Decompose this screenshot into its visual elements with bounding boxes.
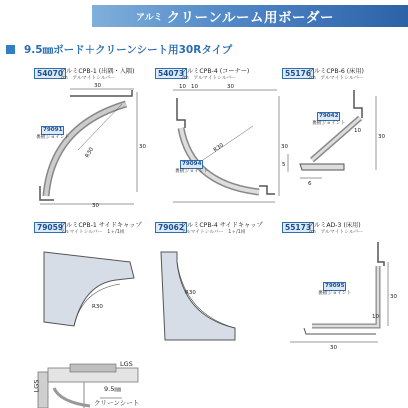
- lgs-label-top: LGS: [120, 360, 133, 368]
- joint-tag: [318, 282, 351, 297]
- product-spec: 2m アルマイトシルバー: [308, 230, 363, 235]
- header-prefix: アルミ: [136, 12, 163, 23]
- dim-label: R30: [185, 290, 196, 296]
- dim-label: 30: [378, 134, 385, 140]
- product-54070: [34, 68, 154, 208]
- product-54073: [155, 68, 288, 208]
- dim-label: 30: [330, 345, 337, 351]
- product-79062-drawing: [155, 222, 280, 352]
- dim-label: 30: [390, 294, 397, 300]
- product-name: アルミAD-3 (床用): [308, 222, 361, 229]
- joint-code: 79095: [325, 283, 345, 289]
- dim-label: 6: [308, 181, 312, 187]
- dim-label: 30: [281, 144, 288, 150]
- dim-label: 30: [94, 83, 101, 89]
- product-spec: アルマイトシルバー 1ヶ/1組: [60, 230, 125, 235]
- product-name: アルミCPB-1 サイドキャップ: [60, 222, 142, 229]
- joint-label: 裏板ジョイント: [36, 135, 70, 140]
- lgs-label-side: LGS: [32, 379, 41, 393]
- product-spec: 2m アルマイトシルバー: [308, 76, 363, 81]
- joint-tag: [312, 112, 345, 127]
- product-79059: [34, 222, 154, 352]
- dim-label: 10: [372, 314, 379, 320]
- product-79059-drawing: [34, 222, 154, 352]
- dim-label: 10: [191, 84, 198, 90]
- product-55173: [282, 222, 406, 352]
- joint-tag: [36, 126, 69, 141]
- product-79062: [155, 222, 280, 352]
- dim-label: 5: [282, 162, 286, 168]
- joint-tag: [175, 160, 208, 175]
- product-code: 54073: [155, 68, 187, 79]
- section-heading: [6, 42, 232, 57]
- product-name: アルミCPB-4 サイドキャップ: [181, 222, 263, 229]
- header-title: クリーンルーム用ボーダー: [166, 10, 335, 26]
- joint-label: 裏板ジョイント: [312, 121, 346, 126]
- product-54073-drawing: [155, 68, 288, 208]
- joint-code: 79091: [43, 127, 63, 133]
- sheet-label: クリーンシート: [94, 399, 140, 407]
- joint-code: 79042: [319, 113, 339, 119]
- section-square-icon: [6, 45, 15, 54]
- dim-label: R30: [84, 146, 96, 159]
- product-code: 55176: [282, 68, 314, 79]
- dim-label: 10: [179, 84, 186, 90]
- product-spec: 2m アルマイトシルバー: [60, 76, 115, 81]
- dim-label: R30: [212, 142, 226, 154]
- joint-label: 裏板ジョイント: [175, 169, 209, 174]
- product-name: アルミCPB-4 (コーナー): [181, 68, 250, 75]
- product-code: 55173: [282, 222, 314, 233]
- product-55176-drawing: [282, 68, 406, 208]
- dim-label: 30: [227, 84, 234, 90]
- product-name: アルミCPB-6 (床用): [308, 68, 364, 75]
- board-label: 9.5㎜: [104, 385, 121, 393]
- product-55176: [282, 68, 406, 208]
- installation-photo: [30, 358, 150, 408]
- product-spec: アルマイトシルバー 1ヶ/1組: [181, 230, 246, 235]
- product-code: 79059: [34, 222, 66, 233]
- product-name: アルミCPB-1 (出隅・入隅): [60, 68, 135, 75]
- dim-label: 10: [354, 128, 361, 134]
- dim-label: R30: [92, 304, 103, 310]
- product-code: 79062: [155, 222, 187, 233]
- product-spec: 2m アルマイトシルバー: [181, 76, 236, 81]
- dim-label: 30: [139, 144, 146, 150]
- joint-code: 79094: [182, 161, 202, 167]
- section-title: 9.5㎜ボード＋クリーンシート用30Rタイプ: [24, 44, 233, 56]
- product-code: 54070: [34, 68, 66, 79]
- header-banner: [92, 5, 408, 27]
- joint-label: 裏板ジョイント: [318, 291, 352, 296]
- dim-label: 30: [92, 203, 99, 209]
